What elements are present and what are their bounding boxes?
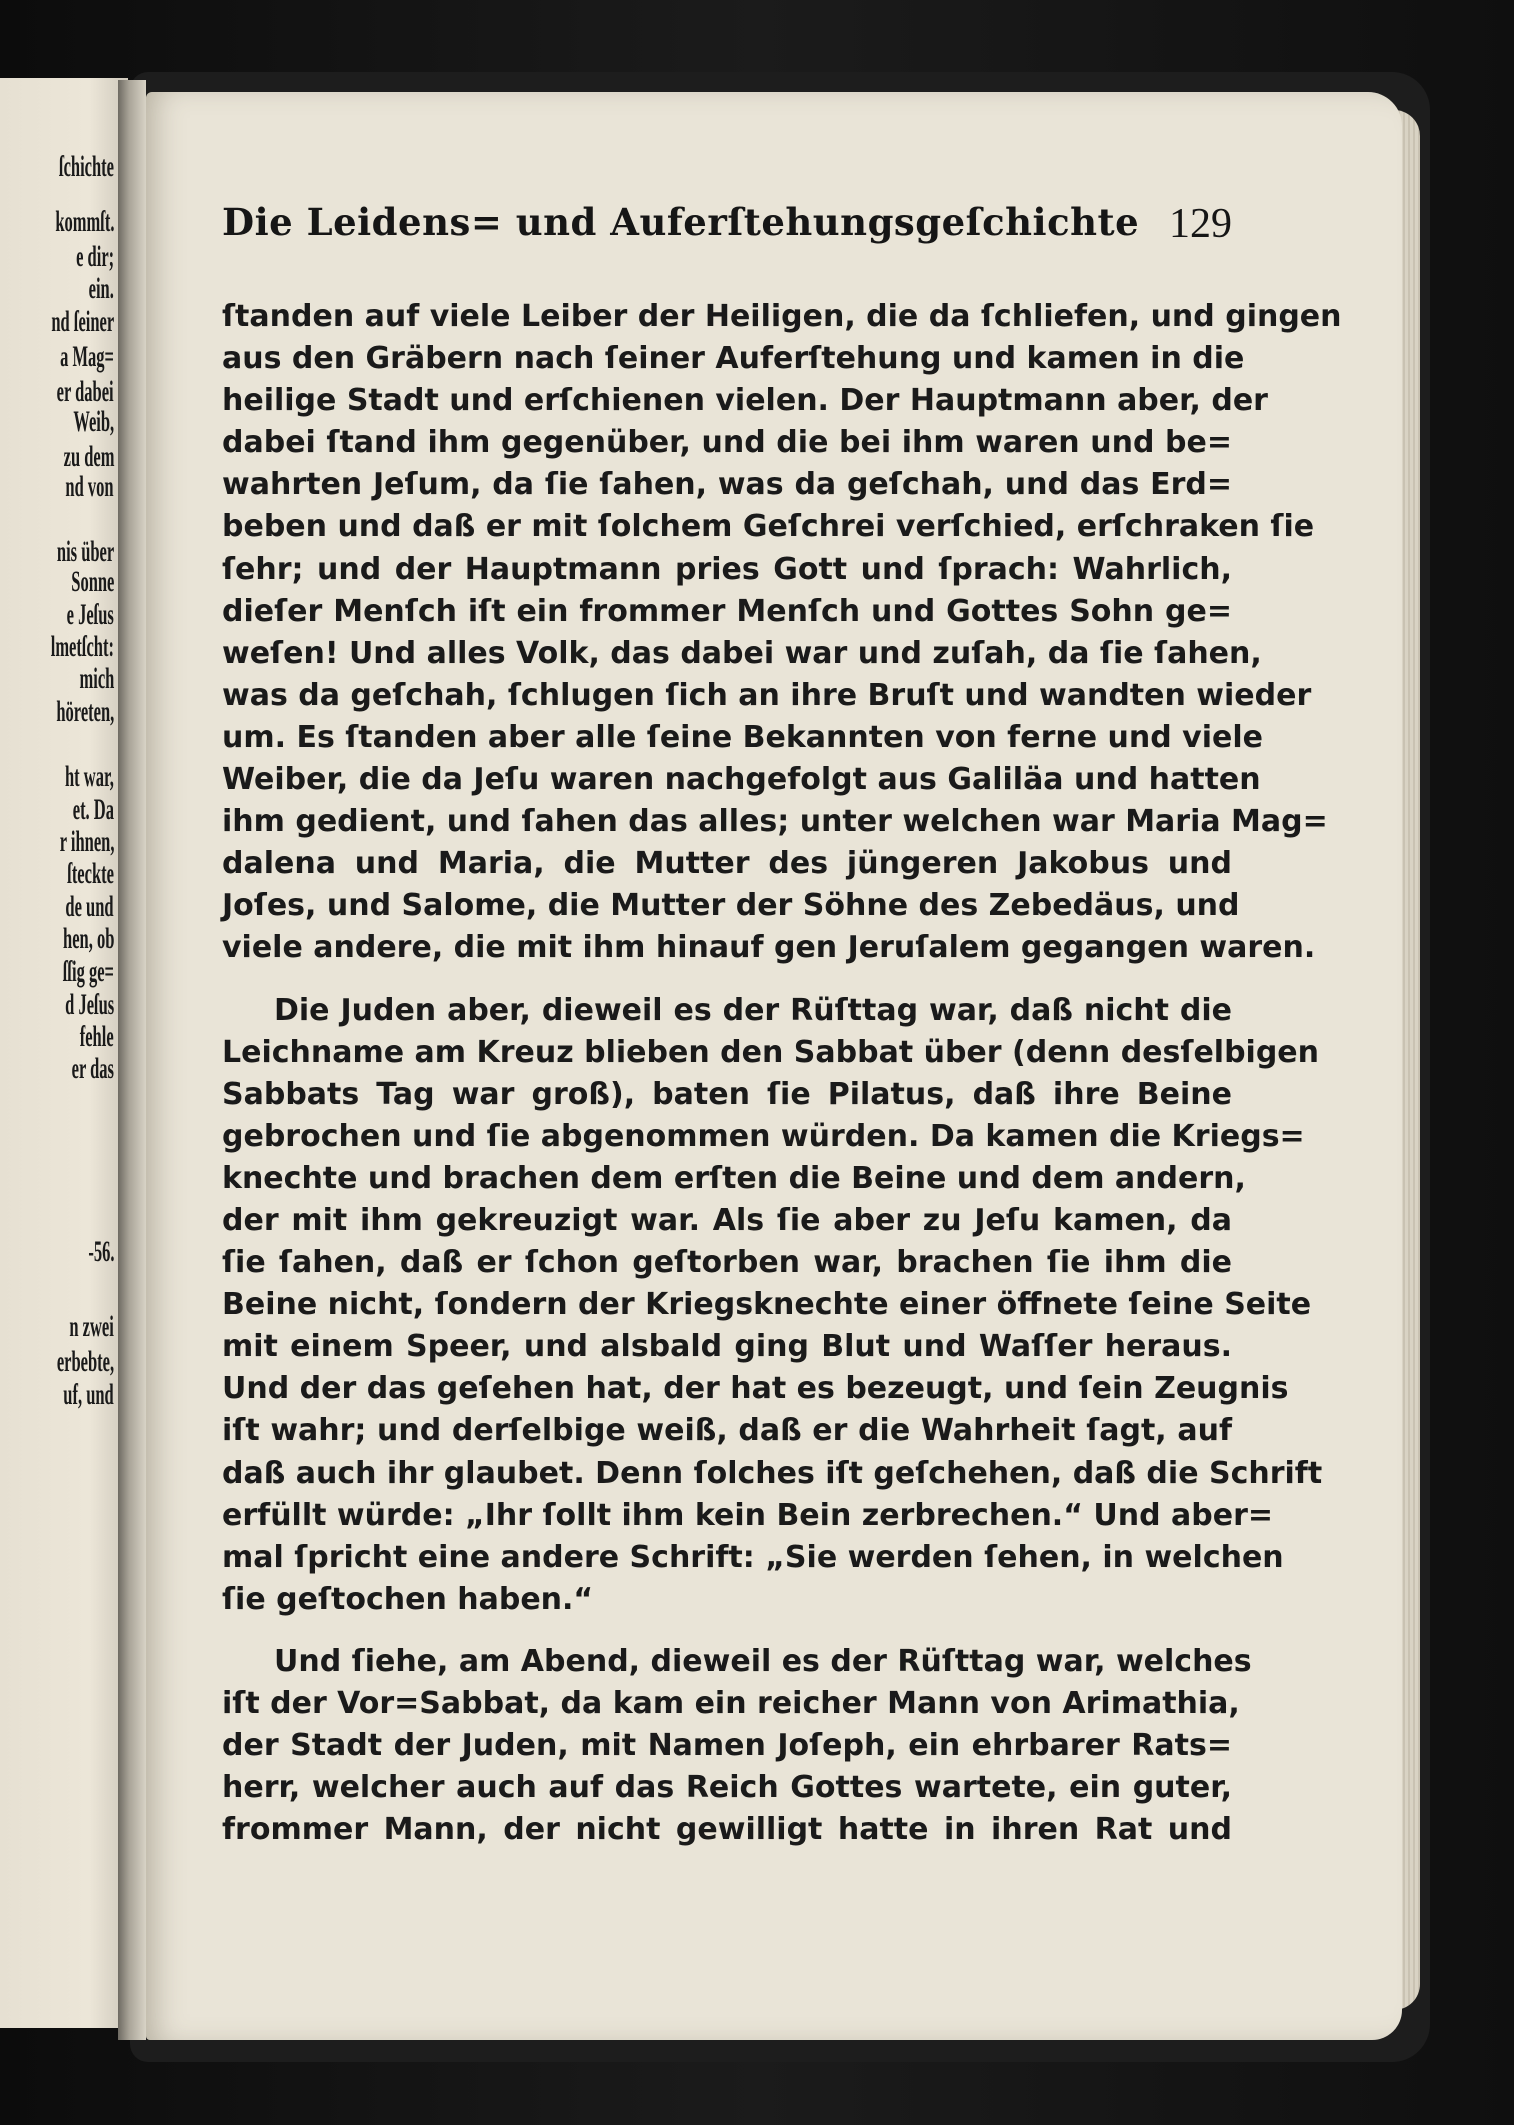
text-line: wahrten Jeſum, da ſie ſahen, was da geſchah, und das Erd=: [222, 467, 1232, 503]
previous-page-text: e dir;: [75, 240, 114, 273]
previous-page-text: kommſt.: [54, 205, 114, 238]
text-line: dalena und Maria, die Mutter des jüngeren Jakobus und: [222, 846, 1232, 882]
previous-page-text: nd ſeiner: [51, 305, 114, 338]
text-line: ſtanden auf viele Leiber der Heiligen, die da ſchliefen, und gingen: [222, 299, 1342, 334]
text-line: herr, welcher auch auf das Reich Gottes wartete, ein guter,: [222, 1770, 1232, 1806]
previous-page-text: et. Da: [72, 793, 114, 826]
previous-page-text: er dabei: [57, 375, 114, 408]
page-number: 129: [1169, 201, 1232, 247]
previous-page-text: mich: [79, 662, 114, 695]
paragraph-gap: [222, 970, 1232, 990]
text-line: Beine nicht, ſondern der Kriegsknechte einer öffnete ſeine Seite: [222, 1287, 1312, 1323]
text-line: was da geſchah, ſchlugen ſich an ihre Bruſt und wandten wieder: [222, 677, 1312, 713]
previous-page-text: Weib,: [73, 405, 114, 438]
text-line: knechte und brachen dem erſten die Beine und dem andern,: [222, 1160, 1246, 1196]
book-spine: [118, 80, 146, 2040]
previous-page-text: ſteckte: [67, 857, 114, 890]
previous-page-text: ſſig ge=: [62, 955, 114, 988]
text-line: ihm gedient, und ſahen das alles; unter welchen war Maria Mag=: [222, 804, 1328, 840]
text-line: frommer Mann, der nicht gewilligt hatte in ihren Rat und: [222, 1812, 1232, 1848]
previous-page-text: ht war,: [65, 760, 114, 793]
text-line: heilige Stadt und erſchienen vielen. Der Hauptmann aber, der: [222, 383, 1268, 419]
text-line: dabei ſtand ihm gegenüber, und die bei ihm waren und be=: [222, 425, 1232, 461]
previous-page-text: Sonne: [70, 565, 114, 598]
previous-page-text: nd von: [65, 470, 114, 503]
previous-page-text: nis über: [56, 535, 114, 568]
text-line: Joſes, und Salome, die Mutter der Söhne des Zebedäus, und: [222, 888, 1240, 924]
text-line: Und der das geſehen hat, der hat es bezeugt, und ſein Zeugnis: [222, 1371, 1289, 1407]
previous-page-text: n zwei: [69, 1310, 114, 1343]
text-line: Sabbats Tag war groß), baten ſie Pilatus, daß ihre Beine: [222, 1076, 1232, 1112]
previous-page-text: erbebte,: [56, 1345, 114, 1378]
text-line: dieſer Menſch iſt ein frommer Menſch und Gottes Sohn ge=: [222, 593, 1232, 629]
paragraph: [222, 990, 1323, 1621]
previous-page-text: zu dem: [63, 440, 114, 473]
text-line: Leichname am Kreuz blieben den Sabbat über (denn desſelbigen: [222, 1034, 1320, 1070]
text-line: mal ſpricht eine andere Schrift: „Sie werden ſehen, in welchen: [222, 1539, 1284, 1575]
text-line: erfüllt würde: „Ihr ſollt ihm kein Bein zerbrechen.“ Und aber=: [222, 1497, 1273, 1533]
text-line: um. Es ſtanden aber alle ſeine Bekannten von ferne und viele: [222, 719, 1263, 755]
previous-page-text: lmetſcht:: [50, 630, 114, 663]
previous-page-text: fehle: [80, 1020, 114, 1053]
text-line: ſie ſahen, daß er ſchon geſtorben war, brachen ſie ihm die: [222, 1245, 1232, 1281]
previous-page-text: ſchichte: [59, 150, 114, 183]
text-line: beben und daß er mit ſolchem Geſchrei verſchied, erſchraken ſie: [222, 509, 1315, 545]
previous-page-margin: [0, 78, 128, 2028]
previous-page-text: d Jeſus: [64, 988, 114, 1021]
text-line: gebrochen und ſie abgenommen würden. Da kamen die Kriegs=: [222, 1118, 1305, 1154]
text-line: aus den Gräbern nach ſeiner Auferſtehung und kamen in die: [222, 341, 1245, 377]
text-line: weſen! Und alles Volk, das dabei war und zuſah, da ſie ſahen,: [222, 635, 1262, 671]
text-line: iſt der Vor=Sabbat, da kam ein reicher Mann von Arimathia,: [222, 1686, 1240, 1721]
paragraph: [222, 296, 1342, 970]
text-line: Und ſiehe, am Abend, dieweil es der Rüſttag war, welches: [274, 1643, 1252, 1679]
running-title: Die Leidens= und Auferſtehungsgeſchichte: [222, 200, 1140, 244]
text-line: der mit ihm gekreuzigt war. Als ſie aber zu Jeſu kamen, da: [222, 1202, 1232, 1238]
previous-page-text: höreten,: [56, 695, 114, 728]
paragraph-gap: [222, 1621, 1232, 1641]
previous-page-text: uf, und: [63, 1378, 114, 1411]
previous-page-text: a Mag=: [60, 340, 114, 373]
text-line: ſehr; und der Hauptmann pries Gott und ſprach: Wahrlich,: [222, 551, 1232, 587]
previous-page-text: ein.: [88, 272, 114, 305]
text-line: viele andere, die mit ihm hinauf gen Jeruſalem gegangen waren.: [222, 930, 1316, 966]
previous-page-text: r ihnen,: [59, 825, 114, 858]
previous-page-text: e Jeſus: [66, 598, 114, 631]
text-line: Die Juden aber, dieweil es der Rüſttag war, daß nicht die: [274, 992, 1232, 1028]
previous-page-text: hen, ob: [62, 922, 114, 955]
paragraph: [222, 1641, 1252, 1851]
previous-page-text: de und: [65, 890, 114, 923]
page-body: [222, 296, 1342, 1851]
text-line: der Stadt der Juden, mit Namen Joſeph, ein ehrbarer Rats=: [222, 1728, 1232, 1764]
text-line: iſt wahr; und derſelbige weiß, daß er die Wahrheit ſagt, auf: [222, 1413, 1232, 1449]
text-line: ſie geſtochen haben.“: [222, 1581, 594, 1617]
previous-page-text: er das: [71, 1052, 114, 1085]
previous-page-text: -56.: [87, 1235, 114, 1268]
text-line: Weiber, die da Jeſu waren nachgefolgt aus Galiläa und hatten: [222, 762, 1261, 798]
page-header: [222, 200, 1232, 260]
text-line: daß auch ihr glaubet. Denn ſolches iſt geſchehen, daß die Schrift: [222, 1455, 1323, 1491]
text-line: mit einem Speer, und alsbald ging Blut und Waſſer heraus.: [222, 1329, 1232, 1365]
